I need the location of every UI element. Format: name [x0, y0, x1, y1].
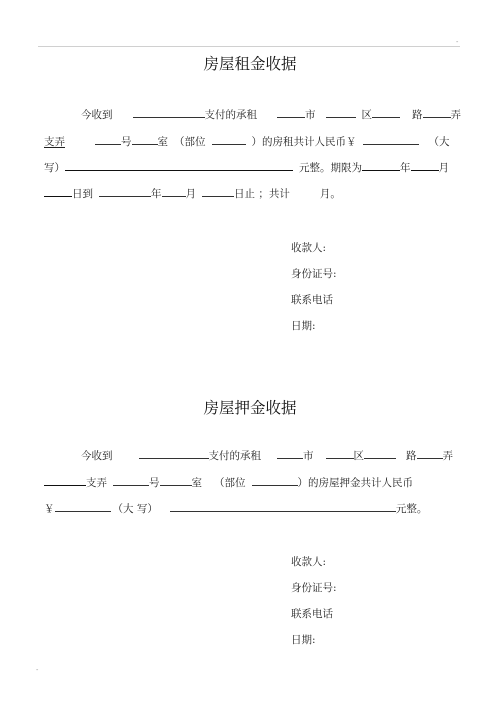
number-label: 号 [121, 136, 132, 148]
road-label: 路 [412, 109, 423, 121]
end-year-blank[interactable] [99, 186, 151, 197]
deposit-line-2 [44, 475, 413, 490]
district-label: 区 [361, 109, 372, 121]
capital-amount-blank[interactable] [170, 501, 396, 512]
deposit-date-label: 日期: [291, 634, 316, 646]
rent-phone-label: 联系电话 [291, 294, 333, 306]
district-label: 区 [353, 450, 364, 462]
header-mark: - [456, 38, 459, 46]
city-blank[interactable] [277, 107, 305, 118]
deposit-id-label: 身份证号: [291, 582, 337, 594]
lane-blank[interactable] [417, 448, 443, 459]
location-open-label: （部位 [174, 136, 206, 148]
rent-receipt-title: 房屋租金收据 [203, 55, 297, 73]
city-label: 市 [305, 109, 316, 121]
location-close-label: ）的房屋押金共计人民币 [297, 477, 413, 489]
deposit-line-1 [81, 448, 453, 463]
payer-blank[interactable] [139, 448, 209, 459]
room-label: 室 [157, 136, 168, 148]
rent-line-3 [44, 160, 449, 175]
lane-label: 弄 [450, 109, 461, 121]
payer-label: 支付的承租 [204, 109, 257, 121]
end-year-label: 年 [151, 188, 162, 200]
months-label: 月。 [319, 188, 341, 200]
rent-line-1 [81, 107, 461, 122]
location-open-label: （部位 [214, 477, 246, 489]
yuan-period-label: 元整。期限为 [299, 162, 362, 174]
received-label: 今收到 [81, 109, 113, 121]
lane-label: 弄 [442, 450, 453, 462]
city-blank[interactable] [277, 448, 303, 459]
rent-payee-label: 收款人: [291, 242, 327, 254]
rent-id-label: 身份证号: [291, 268, 337, 280]
rent-date-label: 日期: [291, 320, 316, 332]
lane-blank[interactable] [423, 107, 451, 118]
city-label: 市 [303, 450, 314, 462]
capital-close-label: 写） [44, 162, 65, 174]
received-label: 今收到 [81, 450, 113, 462]
payer-blank[interactable] [133, 107, 205, 118]
header-rule [38, 46, 460, 47]
room-label: 室 [191, 477, 202, 489]
rent-line-4 [44, 186, 341, 201]
deposit-receipt-title: 房屋押金收据 [203, 399, 297, 417]
period-month-label: 月 [438, 162, 449, 174]
number-blank[interactable] [113, 475, 149, 486]
room-blank[interactable] [132, 134, 158, 145]
branch-lane-label: 支弄 [86, 477, 107, 489]
branch-lane-blank[interactable] [44, 475, 86, 486]
district-blank[interactable] [326, 448, 354, 459]
location-blank[interactable] [252, 475, 298, 486]
period-year-label: 年 [400, 162, 411, 174]
rent-line-2 [44, 134, 450, 149]
location-close-label: ）的房租共计人民币￥ [251, 136, 357, 148]
number-blank[interactable] [95, 134, 121, 145]
period-month-blank[interactable] [411, 160, 439, 171]
period-year-blank[interactable] [362, 160, 400, 171]
branch-lane-label: 支弄 [44, 136, 65, 148]
capital-open-label: （大 [428, 136, 450, 148]
capital-label: （大 写） [112, 503, 158, 515]
road-blank[interactable] [372, 107, 400, 118]
payer-label: 支付的承租 [208, 450, 261, 462]
yen-label: ￥ [44, 503, 55, 515]
day-to-label: 日到 [72, 188, 93, 200]
deposit-line-3 [44, 501, 427, 516]
end-month-blank[interactable] [162, 186, 186, 197]
location-blank[interactable] [212, 134, 246, 145]
number-label: 号 [149, 477, 160, 489]
end-day-blank[interactable] [202, 186, 234, 197]
room-blank[interactable] [160, 475, 192, 486]
deposit-phone-label: 联系电话 [291, 608, 333, 620]
day-end-label: 日止 ；共计 [234, 188, 290, 200]
amount-blank[interactable] [55, 501, 111, 512]
deposit-payee-label: 收款人: [291, 556, 327, 568]
capital-amount-blank[interactable] [65, 160, 293, 171]
end-month-label: 月 [185, 188, 196, 200]
footer-mark: - [36, 666, 39, 674]
road-blank[interactable] [364, 448, 396, 459]
road-label: 路 [406, 450, 417, 462]
amount-blank[interactable] [363, 134, 419, 145]
yuan-label: 元整。 [395, 503, 428, 515]
district-blank[interactable] [326, 107, 356, 118]
start-day-blank[interactable] [44, 186, 72, 197]
